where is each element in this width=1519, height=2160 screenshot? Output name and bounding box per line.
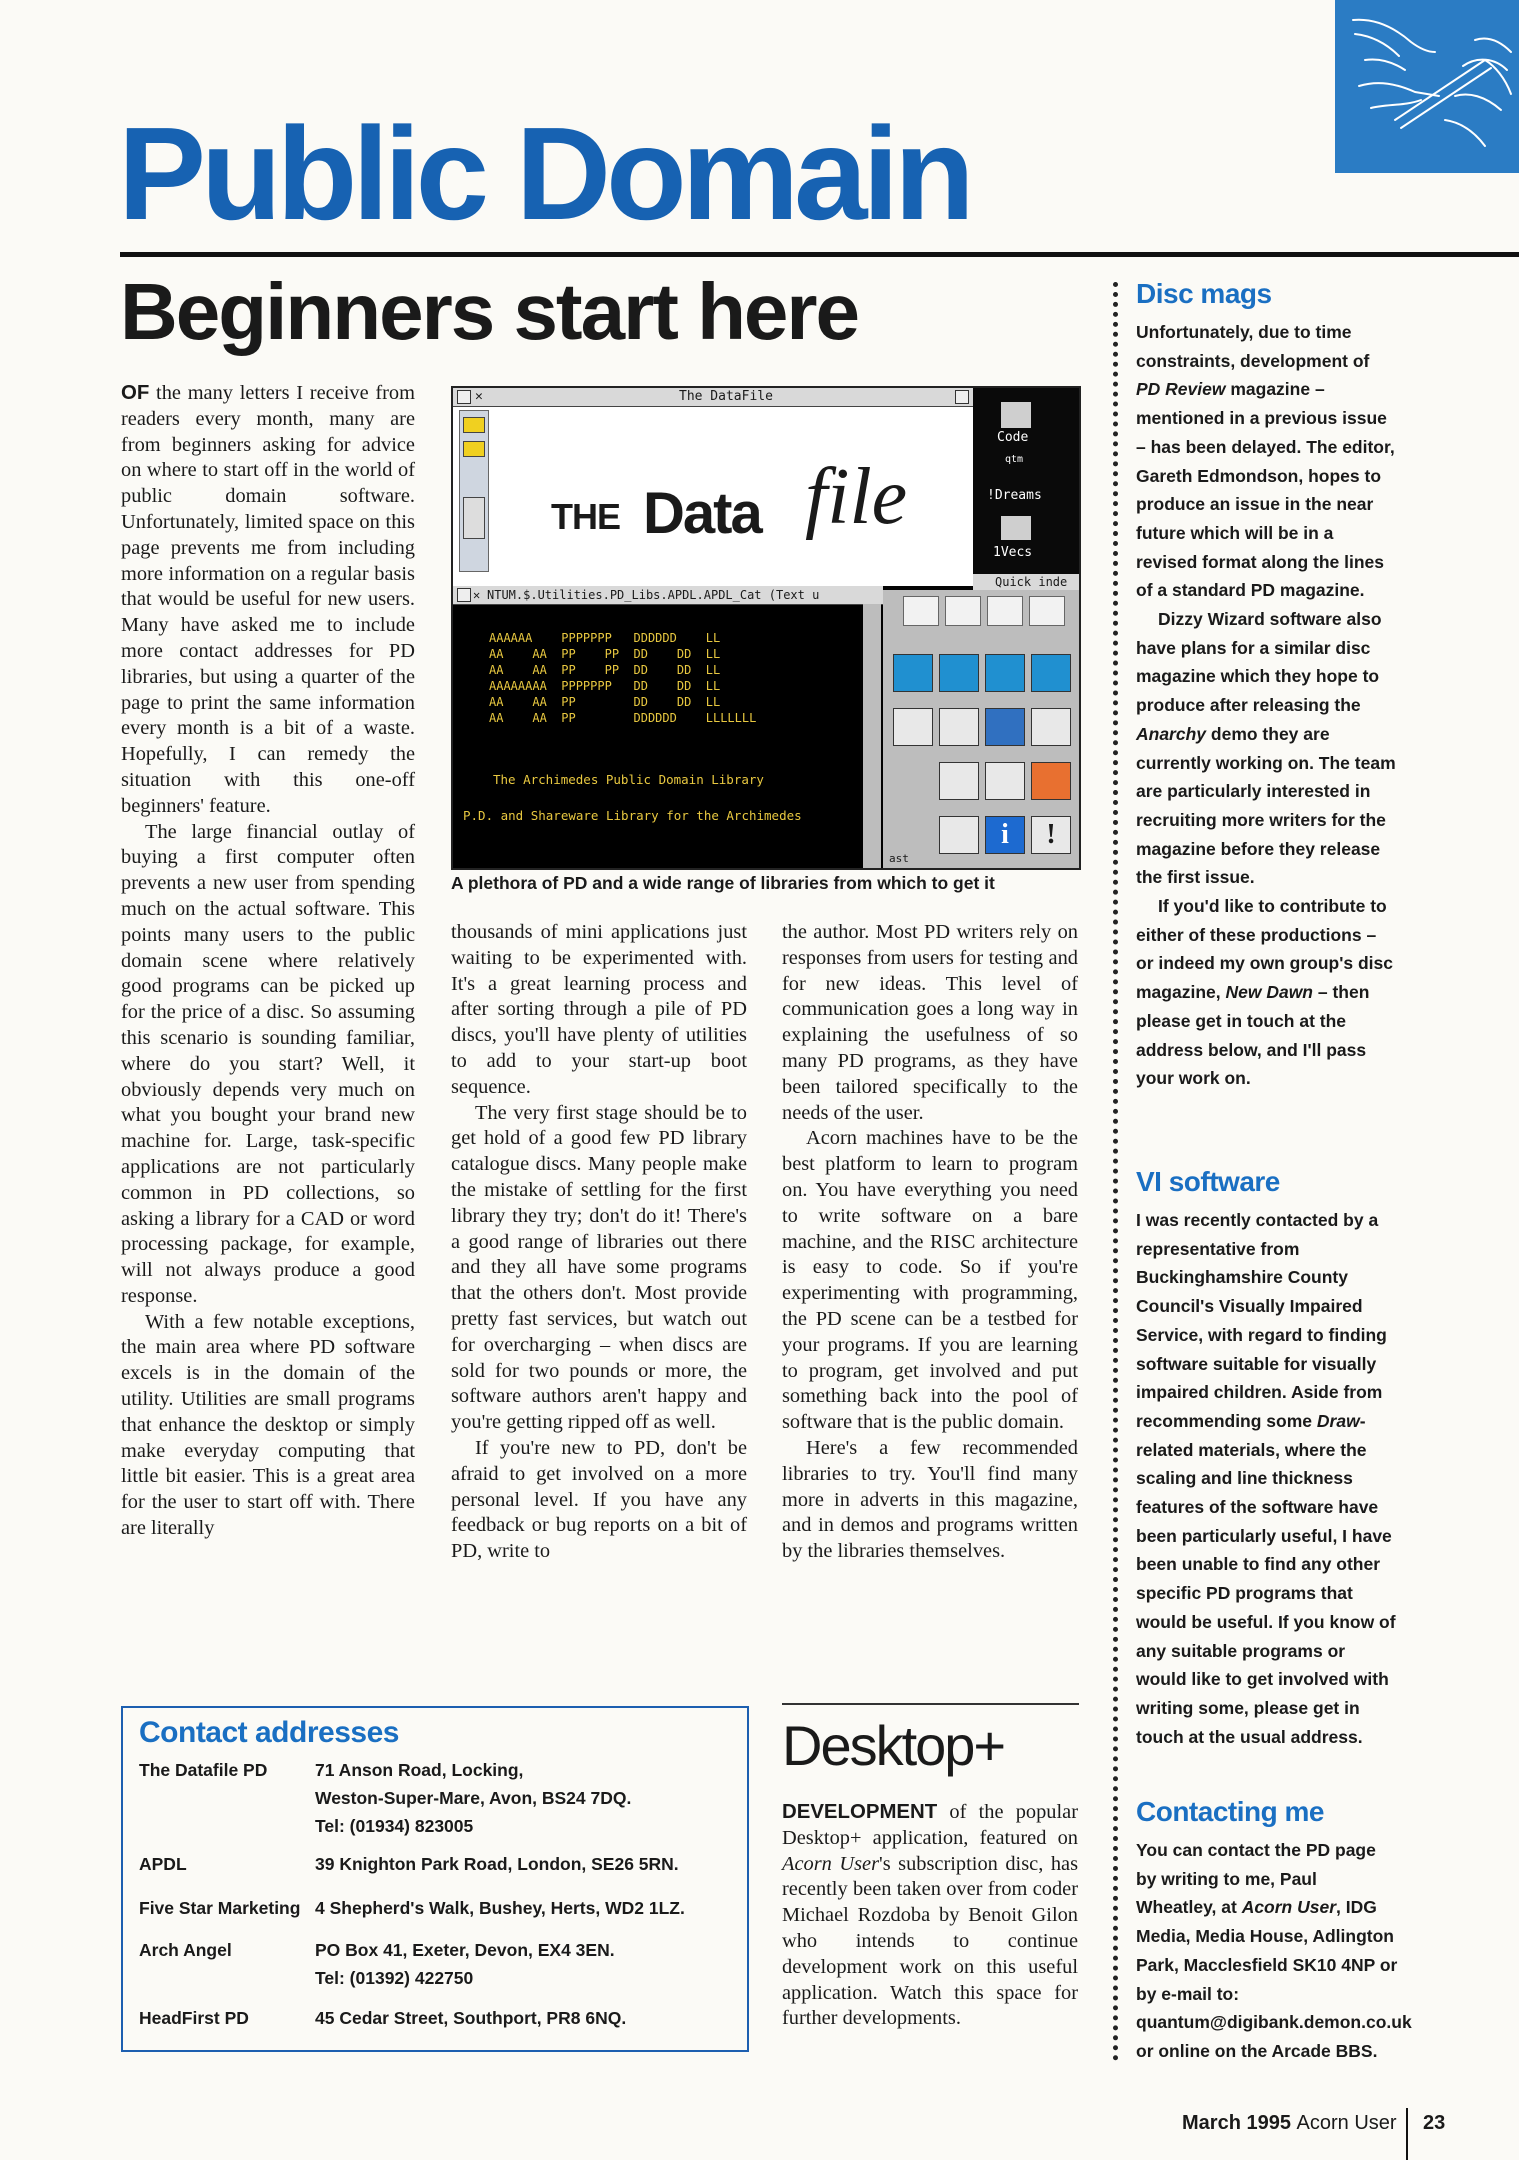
app-icon[interactable] — [1031, 762, 1071, 800]
library-name: HeadFirst PD — [139, 2008, 249, 2028]
lead-in: OF — [121, 382, 150, 404]
article-paragraph: The very first stage should be to get hold of a good few PD library catalogue discs. Many people make the mistake of settling for the first library they try; don't do it! There's a good range of libraries out there and they all have some programs that the others don't. Most provide pretty fast services, but watch out for overcharging – when discs are sold for two pounds or more, the software authors aren't happy and you're getting ripped off as well. — [451, 1101, 747, 1434]
icon-label: !Dreams — [987, 488, 1042, 503]
toolbar-icon[interactable] — [987, 596, 1023, 626]
sidebar-paragraph: Dizzy Wizard software also have plans for a similar disc magazine which they hope to produce after releasing the Anarchy demo they are currently working on. The team are particularly interested in recruiting more writers for the magazine before they release the first issue. — [1136, 609, 1396, 888]
library-name: The Datafile PD — [139, 1760, 268, 1780]
vertical-scrollbar[interactable] — [863, 604, 881, 868]
article-paragraph: If you're new to PD, don't be afraid to get involved on a more personal level. If you have any feedback or bug reports on a bit of PD, write to — [451, 1436, 747, 1563]
quick-index-bar: Quick inde — [973, 574, 1079, 590]
app-icon[interactable] — [985, 708, 1025, 746]
back-icon[interactable] — [457, 390, 471, 404]
footer-rule — [1406, 2108, 1408, 2160]
page-number: 23 — [1423, 2112, 1446, 2134]
article-column-3 — [782, 920, 1078, 1565]
document-icon — [463, 497, 485, 539]
catalogue-window — [453, 586, 883, 868]
magazine-name: Acorn User — [1296, 2112, 1397, 2134]
article-paragraph: With a few notable exceptions, the main area where PD software excels is in the domain of the utility. Utilities are small programs that enhance the desktop or simply make everyday computing that little bit easier. This is a great area for the user to start off with. There are literally — [121, 1310, 415, 1540]
datafile-logo-file: file — [805, 453, 908, 541]
lead-in: DEVELOPMENT — [782, 1801, 938, 1823]
hands-disc-icon — [1335, 0, 1519, 173]
hash-icon[interactable] — [985, 762, 1025, 800]
window-title: The DataFile — [679, 389, 773, 404]
folder-icon[interactable] — [1001, 402, 1031, 428]
toolbar-icon[interactable] — [945, 596, 981, 626]
drawing-app-icon[interactable] — [893, 654, 933, 692]
page-title: Public Domain — [118, 100, 970, 247]
sidebar-paragraph: I was recently contacted by a representative from Buckinghamshire County Council's Visually Impaired Service, with regard to finding software suitable for visually impaired children. Aside from recommending some Draw-related materials, where the scaling and line thickness features of the software have been particularly useful, I have been unable to find any other specific PD programs that would be useful. If you know of any suitable programs or would like to get involved with writing some, please get in touch at the usual address. — [1136, 1210, 1396, 1747]
info-icon[interactable]: i — [985, 816, 1025, 854]
toolbar-icon[interactable] — [1029, 596, 1065, 626]
library-name: APDL — [139, 1854, 187, 1874]
apdl-ascii-logo: AAAAAA PPPPPPP DDDDDD LL AA AA PP PP DD DD LL AA AA PP PP DD DD LL AAAAAAAA PPPPPPP DD DD LL AA AA PP DD DD LL AA AA PP DDDDDD LLLLLLL — [489, 631, 757, 725]
article-paragraph: DEVELOPMENT of the popular Desktop+ application, featured on Acorn User's subscription disc, has recently been taken over from coder Michael Rozdoba by Benoit Gilon who intends to continue development work on this useful application. Watch this space for further developments. — [782, 1801, 1079, 2030]
magnifier-icon[interactable] — [939, 762, 979, 800]
contact-addresses-box — [121, 1706, 749, 2052]
sidebar-paragraph: Unfortunately, due to time constraints, development of PD Review magazine – mentioned in a previous issue – has been delayed. The editor, Gareth Edmondson, hopes to produce an issue in the near future which will be in a revised format along the lines of a standard PD magazine. — [1136, 322, 1395, 601]
contact-addresses-title: Contact addresses — [139, 1716, 399, 1749]
desktop-plus-body — [782, 1800, 1078, 2032]
drawing-app-icon[interactable] — [985, 654, 1025, 692]
library-address: PO Box 41, Exeter, Devon, EX4 3EN. Tel: (01392) 422750 — [315, 1940, 615, 1988]
article-paragraph: thousands of mini applications just waiting to be experimented with. It's a great learning process and after sorting through a pile of PD discs, you'll have plenty of utilities to add to your start-up boot sequence. — [451, 921, 747, 1098]
vi-software-heading: VI software — [1136, 1166, 1280, 1197]
article-column-2 — [451, 920, 747, 1565]
window-titlebar — [453, 388, 973, 407]
library-address: 71 Anson Road, Locking, Weston-Super-Mare, Avon, BS24 7DQ. Tel: (01934) 823005 — [315, 1760, 632, 1836]
article-column-1 — [121, 381, 415, 1542]
library-address: 45 Cedar Street, Southport, PR8 6NQ. — [315, 2008, 627, 2028]
app-icon[interactable] — [893, 708, 933, 746]
drawing-app-icon[interactable] — [1031, 654, 1071, 692]
window-titlebar — [453, 586, 883, 605]
section-rule — [782, 1703, 1079, 1705]
filer-area — [973, 388, 1079, 588]
issue-date: March 1995 — [1182, 2112, 1291, 2134]
close-icon[interactable]: ✕ — [473, 588, 481, 602]
warning-icon[interactable]: ! — [1031, 816, 1071, 854]
icon-label: ast — [889, 852, 909, 865]
library-address: 4 Shepherd's Walk, Bushey, Herts, WD2 1LZ. — [315, 1898, 685, 1918]
sidebar-paragraph: You can contact the PD page by writing to me, Paul Wheatley, at Acorn User, IDG Media, Media House, Adlington Park, Macclesfield SK10 4NP or by e-mail to: quantum@digibank.demon.co.uk or online on the Arcade BBS. — [1136, 1840, 1412, 2061]
page-footer — [1182, 2112, 1397, 2135]
app-icon[interactable] — [939, 816, 979, 854]
datafile-logo-data: Data — [643, 481, 761, 546]
vi-software-body — [1136, 1206, 1398, 1751]
contacting-me-body — [1136, 1836, 1412, 2066]
library-name: Five Star Marketing — [139, 1898, 301, 1918]
catalogue-line: The Archimedes Public Domain Library — [493, 772, 764, 787]
article-paragraph: The large financial outlay of buying a first computer often prevents a new user from spending much on the actual software. This points many users to the public domain scene where relatively good programs can be picked up for the price of a disc. So assuming this scenario is sounding familiar, where do you start? Well, it obviously depends very much on what you bought your brand new machine for. Large, task-specific applications are not particularly common in PD collections, so asking a library for a CAD or word processing package, for example, will not always produce a good response. — [121, 820, 415, 1307]
folder-icon[interactable] — [1001, 516, 1031, 540]
catalogue-line: P.D. and Shareware Library for the Archimedes — [463, 808, 802, 823]
disc-mags-heading: Disc mags — [1136, 278, 1272, 309]
sidebar-divider — [1113, 282, 1118, 2062]
datafile-logo-the: THE — [551, 496, 620, 537]
icon-grid-window — [883, 590, 1079, 868]
disc-mags-body — [1136, 318, 1398, 1093]
window-title: NTUM.$.Utilities.PD_Libs.APDL.APDL_Cat (Text u — [487, 588, 820, 602]
icon-label: Code — [997, 430, 1029, 445]
toolbar-icon[interactable] — [903, 596, 939, 626]
corner-illustration — [1335, 0, 1519, 173]
library-address: 39 Knighton Park Road, London, SE26 5RN. — [315, 1854, 679, 1874]
icon-strip — [459, 410, 489, 572]
close-icon[interactable]: ✕ — [475, 389, 483, 404]
article-paragraph: Acorn machines have to be the best platform to learn to program on. You have everything you need to write software on a bare machine, and the RISC architecture is easy to code. So if you're experimenting with programming, the PD scene can be a testbed for your programs. If you are learning to program, get involved and put something back into the pool of software that is the public domain. — [782, 1127, 1078, 1434]
desktop-plus-heading: Desktop+ — [782, 1714, 1005, 1777]
toggle-size-icon[interactable] — [955, 390, 969, 404]
figure-caption: A plethora of PD and a wide range of libraries from which to get it — [451, 873, 995, 893]
header-rule — [120, 252, 1519, 257]
figure-screenshot — [451, 386, 1081, 870]
forward-icon[interactable] — [463, 417, 485, 433]
drawing-app-icon[interactable] — [939, 654, 979, 692]
icon-label: qtm — [1005, 454, 1024, 465]
article-paragraph: Here's a few recommended libraries to try. You'll find many more in adverts in this magazine, and in demos and programs written by the libraries themselves. — [782, 1436, 1078, 1563]
datafile-window — [453, 388, 973, 586]
article-paragraph: the author. Most PD writers rely on responses from users for testing and for new ideas. This level of communication goes a long way in explaining the usefulness of so many PD programs, as they have been tailored specifically to the needs of the user. — [782, 921, 1078, 1124]
sidebar-paragraph: If you'd like to contribute to either of these productions – or indeed my own group's disc magazine, New Dawn – then please get in touch at the address below, and I'll pass your work on. — [1136, 896, 1393, 1089]
article-headline: Beginners start here — [120, 267, 859, 356]
article-paragraph: OF the many letters I receive from readers every month, many are from beginners asking for advice on where to start off in the world of public domain software. Unfortunately, limited space on this page prevents me from including more information on a regular basis that would be useful for new users. Many have asked me to include more contact addresses for PD libraries, but using a quarter of the page to print the same information every month is a bit of a waste. Hopefully, I can remedy the situation with this one-off beginners' feature. — [121, 382, 415, 817]
app-icon[interactable] — [939, 708, 979, 746]
back-icon[interactable] — [457, 588, 471, 602]
rewind-icon[interactable] — [463, 441, 485, 457]
icon-label: 1Vecs — [993, 545, 1033, 560]
app-icon[interactable] — [1031, 708, 1071, 746]
contacting-me-heading: Contacting me — [1136, 1796, 1324, 1827]
library-name: Arch Angel — [139, 1940, 232, 1960]
